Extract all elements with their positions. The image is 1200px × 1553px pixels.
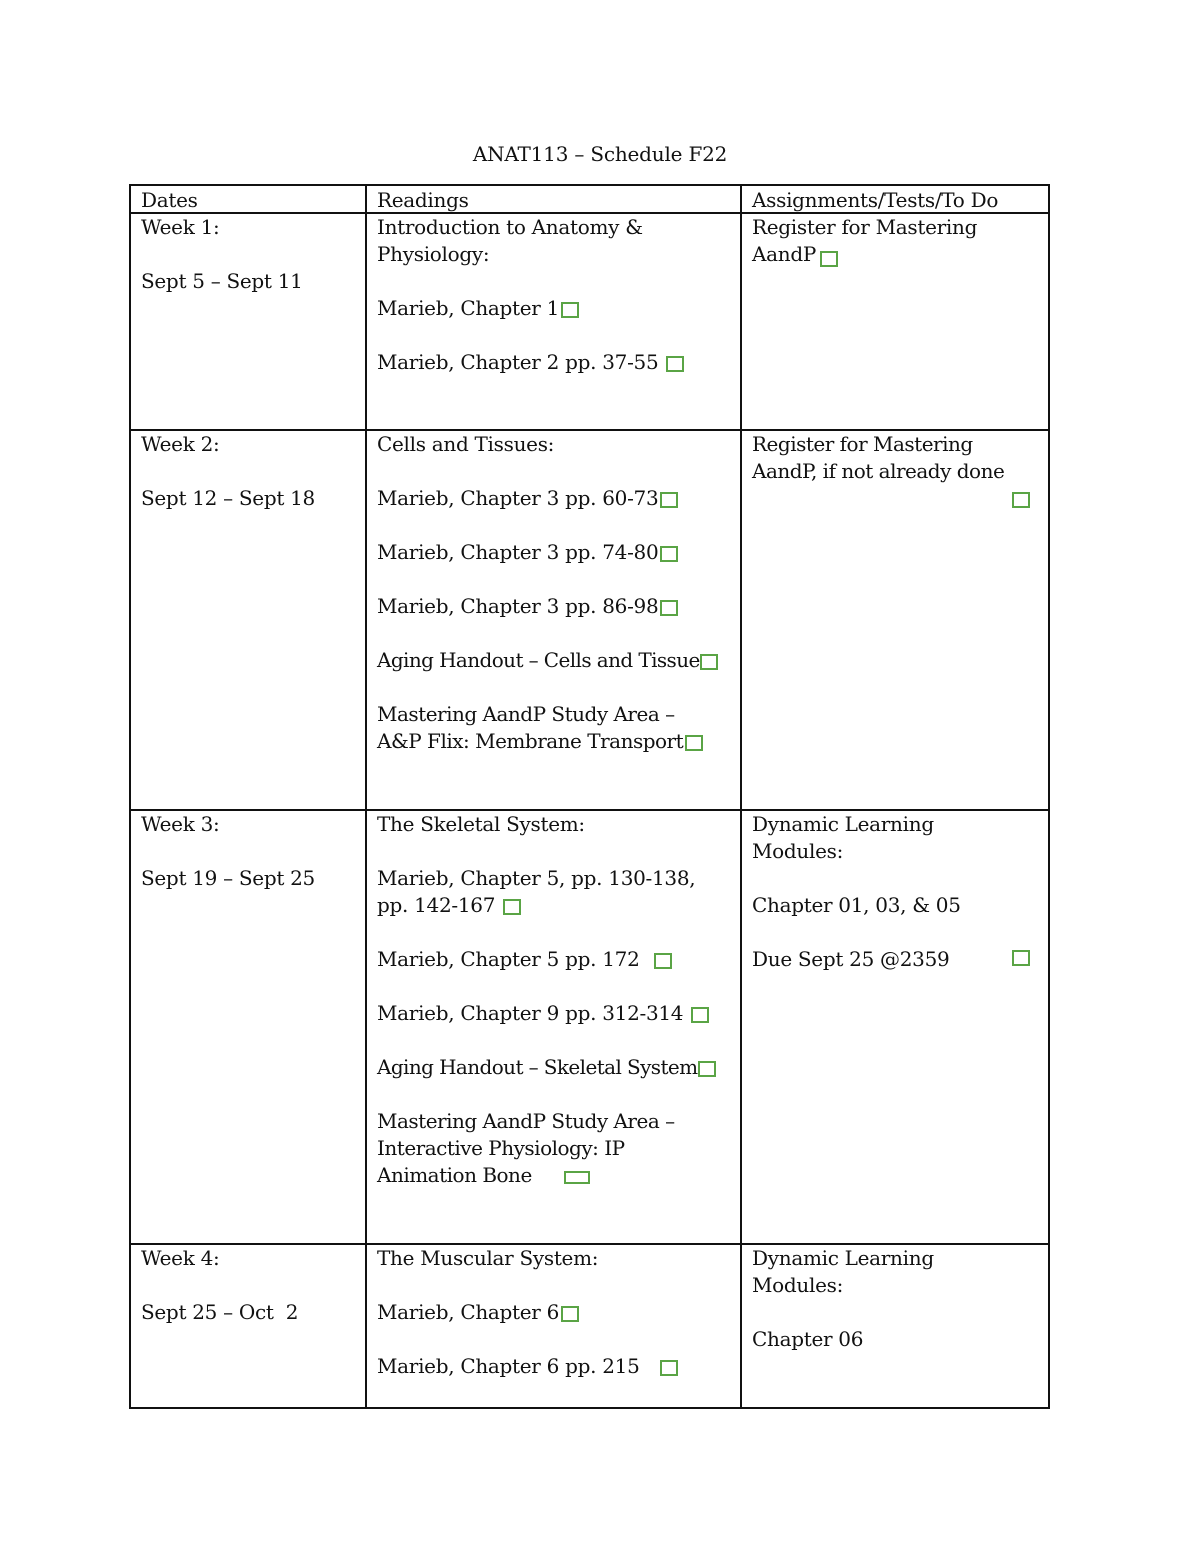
assignment-item: Due Sept 25 @2359 bbox=[752, 946, 1038, 973]
checkbox-icon[interactable] bbox=[654, 953, 672, 969]
week-label: Week 2: bbox=[141, 432, 220, 456]
readings-cell bbox=[366, 1244, 741, 1408]
reading-item: Marieb, Chapter 3 pp. 86-98 bbox=[377, 593, 730, 620]
week-label: Week 1: bbox=[141, 215, 220, 239]
checkbox-icon[interactable] bbox=[660, 600, 678, 616]
checkbox-icon[interactable] bbox=[660, 1360, 678, 1376]
reading-heading: Cells and Tissues: bbox=[377, 432, 555, 456]
page-title: ANAT113 – Schedule F22 bbox=[472, 142, 728, 166]
checkbox-icon[interactable] bbox=[698, 1061, 716, 1077]
checkbox-icon[interactable] bbox=[1012, 492, 1030, 508]
readings-cell bbox=[366, 213, 741, 430]
checkbox-icon[interactable] bbox=[564, 1171, 590, 1184]
assignments-cell bbox=[741, 213, 1049, 430]
checkbox-icon[interactable] bbox=[691, 1007, 709, 1023]
checkbox-icon[interactable] bbox=[700, 654, 718, 670]
reading-item: Aging Handout – Skeletal System bbox=[377, 1054, 730, 1081]
checkbox-icon[interactable] bbox=[820, 251, 838, 267]
assignment-item: Chapter 06 bbox=[752, 1327, 864, 1351]
date-range: Sept 12 – Sept 18 bbox=[141, 486, 315, 510]
table-row bbox=[130, 810, 1049, 1244]
checkbox-icon[interactable] bbox=[1012, 950, 1030, 966]
date-range: Sept 25 – Oct 2 bbox=[141, 1300, 299, 1324]
table-row bbox=[130, 1244, 1049, 1408]
reading-heading: The Muscular System: bbox=[377, 1246, 599, 1270]
assignments-cell bbox=[741, 810, 1049, 1244]
dates-cell bbox=[130, 213, 366, 430]
reading-item: Mastering AandP Study Area – A&P Flix: Membrane Transport bbox=[377, 701, 730, 755]
checkbox-icon[interactable] bbox=[503, 899, 521, 915]
dates-cell bbox=[130, 1244, 366, 1408]
dates-cell bbox=[130, 430, 366, 810]
week-label: Week 3: bbox=[141, 812, 220, 836]
reading-item: Marieb, Chapter 5, pp. 130-138, pp. 142-167 bbox=[377, 866, 696, 917]
reading-heading: Introduction to Anatomy & Physiology: bbox=[377, 215, 643, 266]
dates-cell bbox=[130, 810, 366, 1244]
schedule-table bbox=[129, 184, 1050, 1409]
reading-item: Marieb, Chapter 6 bbox=[377, 1299, 730, 1326]
table-row bbox=[130, 213, 1049, 430]
reading-item: Marieb, Chapter 3 pp. 74-80 bbox=[377, 539, 730, 566]
week-label: Week 4: bbox=[141, 1246, 220, 1270]
assignment-item: Dynamic Learning Modules: bbox=[752, 1246, 934, 1297]
assignment-item: Chapter 01, 03, & 05 bbox=[752, 893, 961, 917]
readings-cell bbox=[366, 810, 741, 1244]
checkbox-icon[interactable] bbox=[685, 735, 703, 751]
table-row bbox=[130, 430, 1049, 810]
checkbox-icon[interactable] bbox=[561, 1306, 579, 1322]
assignments-cell bbox=[741, 1244, 1049, 1408]
assignment-item: Dynamic Learning Modules: bbox=[752, 812, 934, 863]
reading-item: Marieb, Chapter 3 pp. 60-73 bbox=[377, 485, 730, 512]
date-range: Sept 19 – Sept 25 bbox=[141, 866, 315, 890]
header-row bbox=[130, 185, 1049, 213]
reading-item: Marieb, Chapter 2 pp. 37-55 bbox=[377, 349, 730, 376]
reading-item: Mastering AandP Study Area – Interactive Physiology: IP Animation Bone bbox=[377, 1109, 675, 1187]
reading-item: Marieb, Chapter 6 pp. 215 bbox=[377, 1353, 730, 1380]
assignment-item: Register for Mastering AandP bbox=[752, 215, 978, 266]
assignments-cell bbox=[741, 430, 1049, 810]
readings-cell bbox=[366, 430, 741, 810]
header-dates: Dates bbox=[130, 185, 366, 213]
reading-item: Aging Handout – Cells and Tissue bbox=[377, 647, 730, 674]
reading-heading: The Skeletal System: bbox=[377, 812, 585, 836]
checkbox-icon[interactable] bbox=[561, 302, 579, 318]
assignment-item: Register for Mastering AandP, if not already done bbox=[752, 432, 1005, 483]
checkbox-icon[interactable] bbox=[660, 546, 678, 562]
reading-item: Marieb, Chapter 1 bbox=[377, 295, 730, 322]
reading-item: Marieb, Chapter 9 pp. 312-314 bbox=[377, 1000, 730, 1027]
reading-item: Marieb, Chapter 5 pp. 172 bbox=[377, 946, 730, 973]
date-range: Sept 5 – Sept 11 bbox=[141, 269, 303, 293]
checkbox-icon[interactable] bbox=[666, 356, 684, 372]
checkbox-icon[interactable] bbox=[660, 492, 678, 508]
header-readings: Readings bbox=[366, 185, 741, 213]
header-assignments: Assignments/Tests/To Do bbox=[741, 185, 1049, 213]
